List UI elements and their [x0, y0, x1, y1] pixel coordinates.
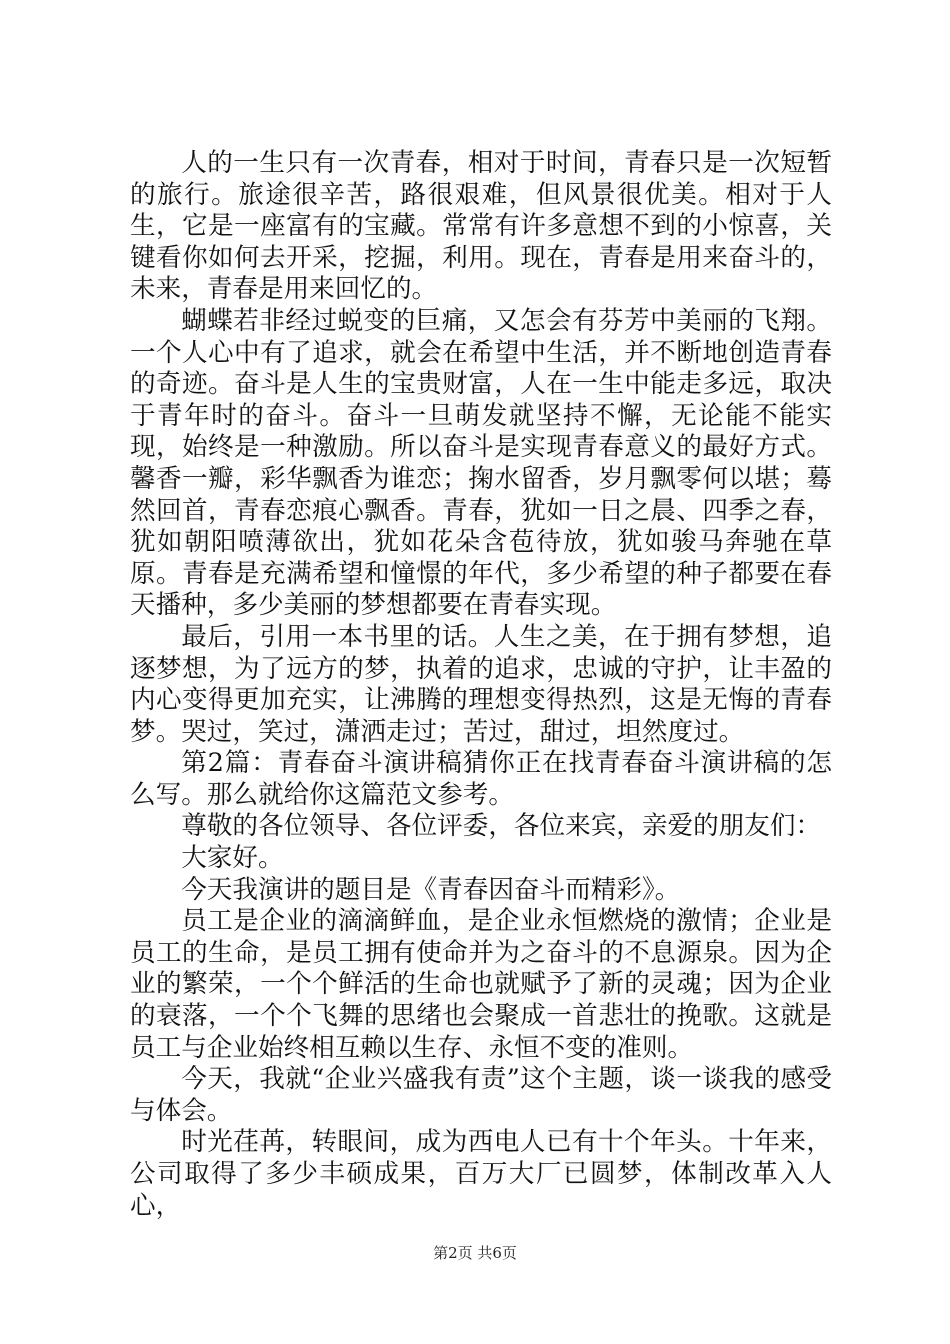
paragraph: 人的一生只有一次青春，相对于时间，青春只是一次短暂的旅行。旅途很辛苦，路很艰难，但风景很优美。相对于人生，它是一座富有的宝藏。常常有许多意想不到的小惊喜，关键看你如何去开采，挖掘，利用。现在，青春是用来奋斗的，未来，青春是用来回忆的。 [130, 148, 832, 305]
paragraph: 最后，引用一本书里的话。人生之美，在于拥有梦想，追逐梦想，为了远方的梦，执着的追求，忠诚的守护，让丰盈的内心变得更加充实，让沸腾的理想变得热烈，这是无悔的青春梦。哭过，笑过，潇洒走过；苦过，甜过，坦然度过。 [130, 621, 832, 747]
page-number-footer: 第2页 共6页 [433, 1244, 517, 1262]
paragraph: 时光荏苒，转眼间，成为西电人已有十个年头。十年来，公司取得了多少丰硕成果，百万大厂已圆梦，体制改革入人心， [130, 1127, 832, 1221]
paragraph: 尊敬的各位领导、各位评委，各位来宾，亲爱的朋友们： [181, 811, 822, 842]
paragraph: 今天我演讲的题目是《青春因奋斗而精彩》。 [181, 874, 681, 905]
paragraph: 员工是企业的滴滴鲜血，是企业永恒燃烧的激情；企业是员工的生命，是员工拥有使命并为之奋斗的不息源泉。因为企业的繁荣，一个个鲜活的生命也就赋予了新的灵魂；因为企业的衰落，一个个飞舞的思绪也会聚成一首悲壮的挽歌。这就是员工与企业始终相互赖以生存、永恒不变的准则。 [130, 906, 832, 1063]
document-body [130, 148, 832, 1222]
paragraph: 蝴蝶若非经过蜕变的巨痛，又怎会有芬芳中美丽的飞翔。一个人心中有了追求，就会在希望中生活，并不断地创造青春的奇迹。奋斗是人生的宝贵财富，人在一生中能走多远，取决于青年时的奋斗。奋斗一旦萌发就坚持不懈，无论能不能实现，始终是一种激励。所以奋斗是实现青春意义的最好方式。馨香一瓣，彩华飘香为谁恋；掬水留香，岁月飘零何以堪；蓦然回首，青春恋痕心飘香。青春，犹如一日之晨、四季之春，犹如朝阳喷薄欲出，犹如花朵含苞待放，犹如骏马奔驰在草原。青春是充满希望和憧憬的年代，多少希望的种子都要在春天播种，多少美丽的梦想都要在青春实现。 [130, 305, 832, 621]
paragraph: 大家好。 [181, 843, 284, 874]
paragraph: 今天，我就“企业兴盛我有责”这个主题，谈一谈我的感受与体会。 [130, 1064, 832, 1126]
paragraph: 第2篇：青春奋斗演讲稿猜你正在找青春奋斗演讲稿的怎么写。那么就给你这篇范文参考。 [130, 748, 832, 810]
